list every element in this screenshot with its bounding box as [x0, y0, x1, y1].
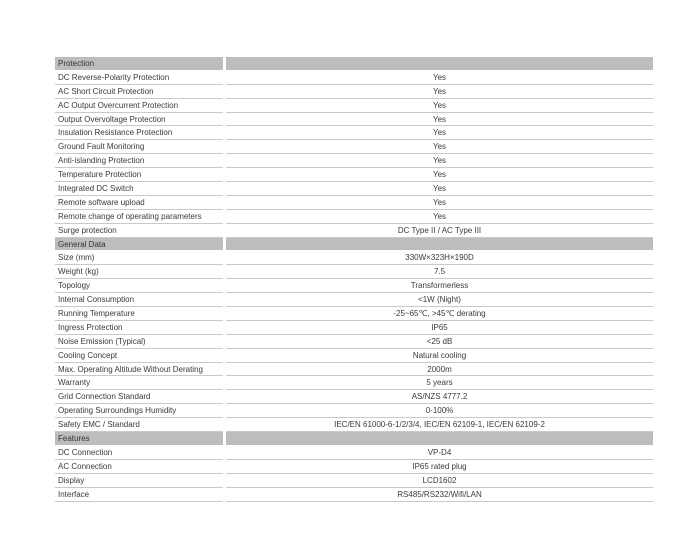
spec-value: AS/NZS 4777.2 — [226, 390, 653, 404]
table-row — [55, 376, 653, 390]
spec-label: Ground Fault Monitoring — [55, 140, 223, 154]
spec-label: Cooling Concept — [55, 349, 223, 363]
spec-label: Remote change of operating parameters — [55, 210, 223, 224]
spec-label: Insulation Resistance Protection — [55, 126, 223, 140]
section-title: General Data — [55, 238, 223, 252]
spec-value: 2000m — [226, 363, 653, 377]
spec-value: Yes — [226, 99, 653, 113]
table-row — [55, 460, 653, 474]
spec-value: Yes — [226, 210, 653, 224]
table-row — [55, 488, 653, 502]
section-title: Features — [55, 432, 223, 446]
spec-label: Topology — [55, 279, 223, 293]
spec-value: <25 dB — [226, 335, 653, 349]
section-header-value-cell — [226, 432, 653, 446]
spec-label: Safety EMC / Standard — [55, 418, 223, 432]
spec-value: Yes — [226, 113, 653, 127]
table-row — [55, 224, 653, 238]
table-row — [55, 71, 653, 85]
section-title: Protection — [55, 57, 223, 71]
spec-value: <1W (Night) — [226, 293, 653, 307]
table-row — [55, 168, 653, 182]
spec-label: Output Overvoltage Protection — [55, 113, 223, 127]
spec-label: Operating Surroundings Humidity — [55, 404, 223, 418]
spec-value: 0-100% — [226, 404, 653, 418]
section-header — [55, 57, 653, 71]
table-row — [55, 85, 653, 99]
table-row — [55, 154, 653, 168]
table-row — [55, 321, 653, 335]
spec-value: Yes — [226, 182, 653, 196]
table-row — [55, 390, 653, 404]
spec-value: Yes — [226, 126, 653, 140]
spec-label: Integrated DC Switch — [55, 182, 223, 196]
spec-label: Anti-islanding Protection — [55, 154, 223, 168]
spec-label: Grid Connection Standard — [55, 390, 223, 404]
spec-value: IP65 rated plug — [226, 460, 653, 474]
spec-label: Internal Consumption — [55, 293, 223, 307]
spec-value: 7.5 — [226, 265, 653, 279]
spec-value: Transformerless — [226, 279, 653, 293]
spec-label: Surge protection — [55, 224, 223, 238]
spec-label: Max. Operating Altitude Without Derating — [55, 363, 223, 377]
table-row — [55, 418, 653, 432]
table-row — [55, 113, 653, 127]
section-header-value-cell — [226, 238, 653, 252]
spec-value: DC Type II / AC Type III — [226, 224, 653, 238]
spec-value: Yes — [226, 140, 653, 154]
spec-value: 330W×323H×190D — [226, 251, 653, 265]
table-row — [55, 293, 653, 307]
spec-value: Natural cooling — [226, 349, 653, 363]
table-row — [55, 446, 653, 460]
table-row — [55, 140, 653, 154]
spec-label: AC Short Circuit Protection — [55, 85, 223, 99]
table-row — [55, 251, 653, 265]
section-header — [55, 238, 653, 252]
spec-value: VP-D4 — [226, 446, 653, 460]
table-row — [55, 335, 653, 349]
table-row — [55, 349, 653, 363]
spec-label: DC Reverse-Polarity Protection — [55, 71, 223, 85]
spec-label: Size (mm) — [55, 251, 223, 265]
spec-label: Running Temperature — [55, 307, 223, 321]
section-header-value-cell — [226, 57, 653, 71]
table-row — [55, 307, 653, 321]
spec-label: Ingress Protection — [55, 321, 223, 335]
spec-label: Remote software upload — [55, 196, 223, 210]
spec-value: 5 years — [226, 376, 653, 390]
spec-label: Display — [55, 474, 223, 488]
table-row — [55, 196, 653, 210]
table-row — [55, 210, 653, 224]
spec-value: Yes — [226, 71, 653, 85]
spec-label: Interface — [55, 488, 223, 502]
spec-label: Warranty — [55, 376, 223, 390]
spec-value: Yes — [226, 196, 653, 210]
spec-value: RS485/RS232/Wifi/LAN — [226, 488, 653, 502]
spec-value: -25~65℃, >45℃ derating — [226, 307, 653, 321]
table-row — [55, 474, 653, 488]
spec-value: LCD1602 — [226, 474, 653, 488]
spec-label: AC Connection — [55, 460, 223, 474]
spec-label: DC Connection — [55, 446, 223, 460]
spec-value: IEC/EN 61000-6-1/2/3/4, IEC/EN 62109-1, IEC/EN 62109-2 — [226, 418, 653, 432]
section-header — [55, 432, 653, 446]
table-row — [55, 99, 653, 113]
spec-value: Yes — [226, 85, 653, 99]
spec-table — [55, 57, 653, 502]
table-row — [55, 182, 653, 196]
spec-value: Yes — [226, 154, 653, 168]
spec-value: Yes — [226, 168, 653, 182]
table-row — [55, 279, 653, 293]
spec-value: IP65 — [226, 321, 653, 335]
spec-label: Temperature Protection — [55, 168, 223, 182]
spec-label: AC Output Overcurrent Protection — [55, 99, 223, 113]
spec-label: Weight (kg) — [55, 265, 223, 279]
table-row — [55, 265, 653, 279]
spec-label: Noise Emission (Typical) — [55, 335, 223, 349]
table-row — [55, 126, 653, 140]
table-row — [55, 404, 653, 418]
table-row — [55, 363, 653, 377]
